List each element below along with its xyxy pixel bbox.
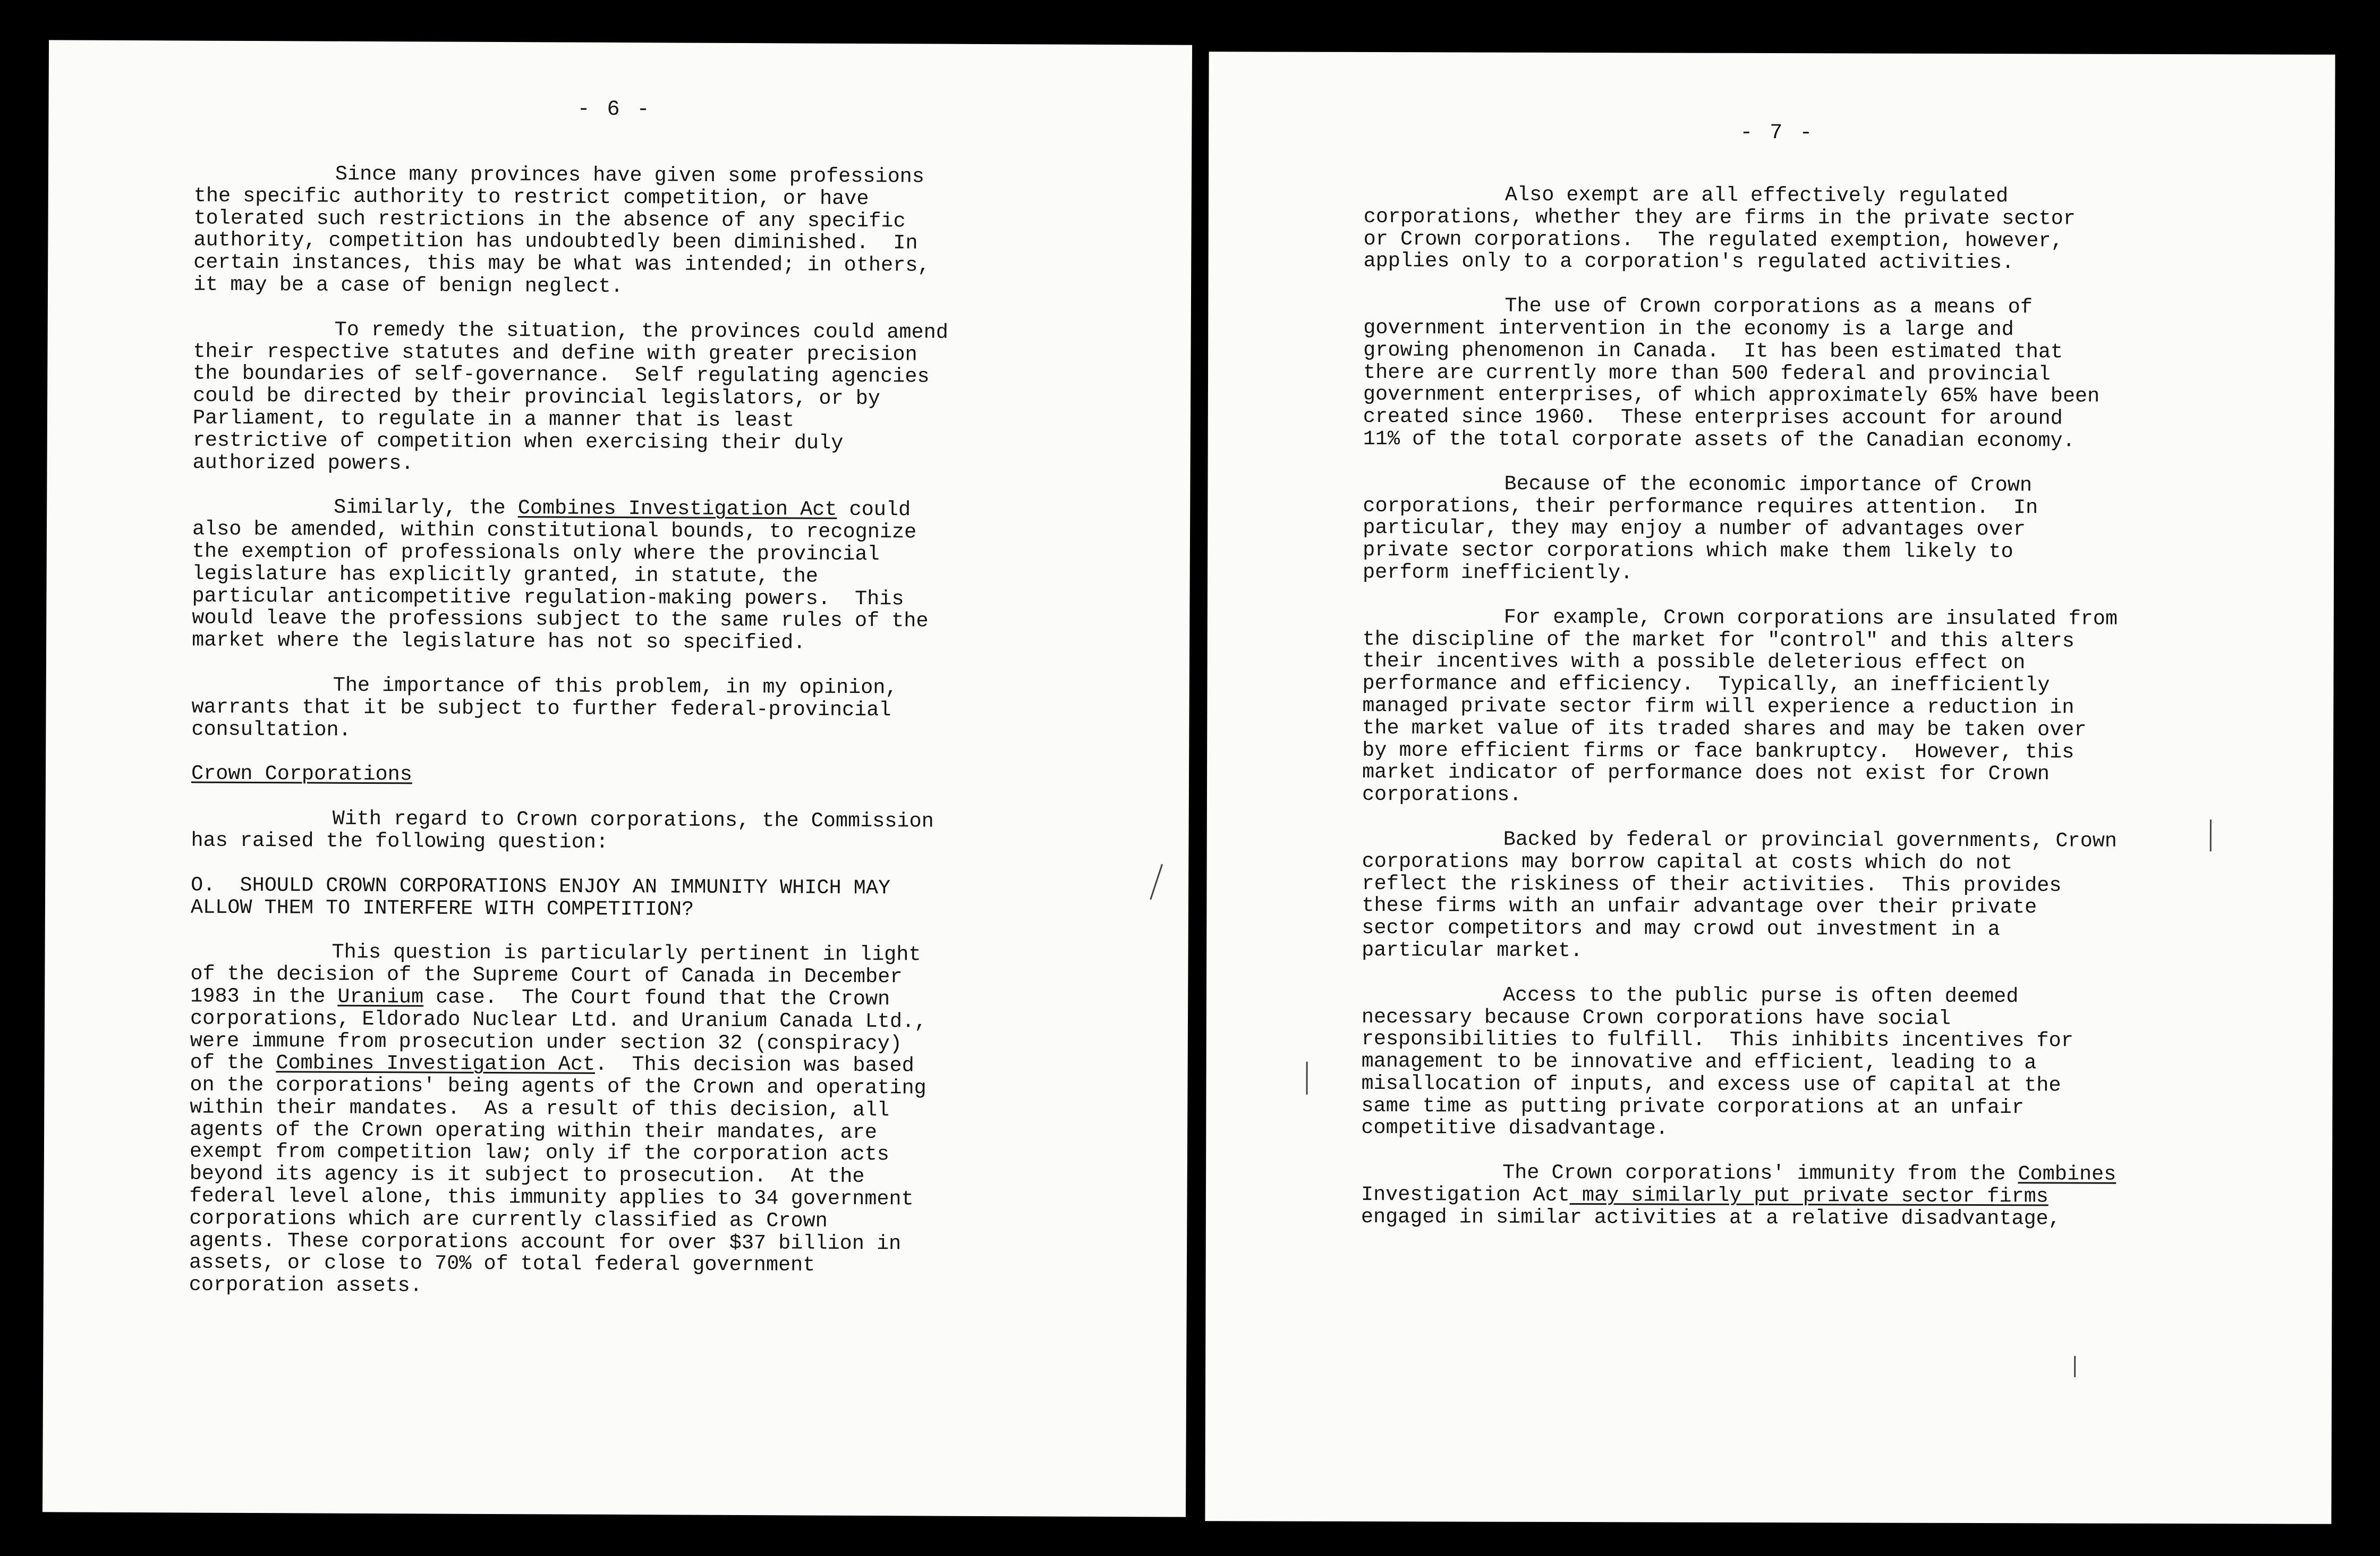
- text-line: the market value of its traded shares and may be taken over: [1362, 716, 2087, 742]
- text-line: corporations, whether they are firms in the private sector: [1363, 205, 2076, 231]
- text-line: restrictive of competition when exercising their duly: [192, 428, 844, 455]
- text-line: agents of the Crown operating within their mandates, are: [190, 1118, 878, 1144]
- paragraph-r3: [1363, 473, 2118, 586]
- text-line: Similarly, the Combines Investigation Act could: [334, 496, 911, 522]
- scan-mark: [1306, 1062, 1307, 1095]
- text-line: Since many provinces have given some professions: [335, 162, 925, 189]
- paragraph-r5: [1362, 828, 2117, 964]
- section-heading-text: Crown Corporations: [191, 762, 412, 787]
- text-line: necessary because Crown corporations have social: [1361, 1005, 1951, 1030]
- text-line: particular, they may enjoy a number of advantages over: [1363, 516, 2026, 542]
- text-line: competitive disadvantage.: [1361, 1116, 1668, 1140]
- underlined-title: Combines Investigation Act: [517, 496, 837, 522]
- text-line: the boundaries of self-governance. Self regulating agencies: [193, 361, 930, 388]
- text-line: Parliament, to regulate in a manner that is least: [192, 406, 795, 433]
- text-line: responsibilities to fulfill. This inhibits incentives for: [1361, 1027, 2073, 1053]
- paragraph-r1: [1364, 184, 2119, 275]
- text-line: government intervention in the economy is a large and: [1363, 316, 2014, 342]
- paragraph-p3: [192, 496, 947, 655]
- text-line: reflect the riskiness of their activities. This provides: [1362, 872, 2062, 897]
- text-line: were immune from prosecution under section 32 (conspiracy): [190, 1028, 902, 1055]
- section-heading: [191, 763, 946, 789]
- text-line: growing phenomenon in Canada. It has been estimated that: [1363, 338, 2063, 364]
- text-line: the specific authority to restrict competition, or have: [193, 184, 869, 210]
- text-line: corporations which are currently classified as Crown: [189, 1206, 828, 1233]
- underlined-title: may similarly put private sector firms: [1569, 1183, 2048, 1208]
- text-line: engaged in similar activities at a relative disadvantage,: [1361, 1205, 2061, 1231]
- text-line: private sector corporations which make them likely to: [1363, 538, 2013, 564]
- page-number-right: - 7 -: [1740, 121, 1815, 146]
- text-line: Investigation Act may similarly put private sector firms: [1361, 1183, 2048, 1208]
- scan-mark: [1150, 864, 1163, 900]
- scan-mark: [2074, 1356, 2076, 1377]
- text-line: For example, Crown corporations are insulated from: [1503, 605, 2118, 631]
- text-line: legislature has explicitly granted, in statute, the: [192, 562, 819, 588]
- left-page-text: [189, 163, 949, 1322]
- underlined-title: Combines: [2018, 1162, 2116, 1186]
- text-line: agents. These corporations account for over $37 billion in: [189, 1229, 902, 1256]
- text-line: tolerated such restrictions in the absence of any specific: [193, 206, 906, 233]
- text-line: Also exempt are all effectively regulated: [1504, 183, 2009, 208]
- text-line: particular market.: [1362, 938, 1583, 962]
- text-line: it may be a case of benign neglect.: [193, 273, 623, 299]
- text-line: their respective statutes and define with greater precision: [193, 340, 917, 367]
- text-line: or Crown corporations. The regulated exemption, however,: [1363, 227, 2063, 253]
- text-line: within their mandates. As a result of this decision, all: [190, 1095, 890, 1122]
- text-line: of the Combines Investigation Act. This decision was based: [190, 1051, 914, 1078]
- text-line: To remedy the situation, the provinces could amend: [334, 318, 948, 344]
- text-line: corporations, their performance requires attention. In: [1363, 494, 2038, 519]
- text-line: by more efficient firms or face bankruptcy. However, this: [1362, 738, 2075, 764]
- text-line: O. SHOULD CROWN CORPORATIONS ENJOY AN IMMUNITY WHICH MAY: [191, 873, 891, 900]
- text-line: management to be innovative and efficient, leading to a: [1361, 1050, 2037, 1075]
- text-line: would leave the professions subject to the same rules of the: [192, 606, 929, 633]
- text-line: Access to the public purse is often deemed: [1502, 983, 2019, 1008]
- paragraph-r7: [1361, 1162, 2116, 1230]
- text-line: on the corporations' being agents of the Crown and operating: [190, 1073, 926, 1100]
- text-line: misallocation of inputs, and excess use of capital at the: [1361, 1071, 2061, 1097]
- text-line: their incentives with a possible deleterious effect on: [1362, 649, 2026, 675]
- text-line: managed private sector firm will experience a reduction in: [1362, 694, 2075, 720]
- text-line: 11% of the total corporate assets of the Canadian economy.: [1363, 427, 2075, 453]
- text-line: Backed by federal or provincial governments, Crown: [1503, 827, 2118, 853]
- paragraph-p2: [192, 318, 948, 477]
- text-line: warrants that it be subject to further federal-provincial: [191, 695, 891, 722]
- text-line: could be directed by their provincial legislators, or by: [193, 384, 881, 411]
- paragraph-p1: [193, 163, 949, 300]
- right-page: [1205, 52, 2335, 1524]
- paragraph-p6: [189, 941, 946, 1300]
- page-number-left: - 6 -: [577, 97, 652, 122]
- text-line: sector competitors and may crowd out investment in a: [1362, 916, 2000, 942]
- text-line: there are currently more than 500 federal and provincial: [1363, 360, 2051, 386]
- text-line: corporations may borrow capital at costs which do not: [1362, 849, 2013, 875]
- paragraph-q: [191, 874, 946, 922]
- text-line: authority, competition has undoubtedly been diminished. In: [193, 228, 918, 255]
- text-line: corporations, Eldorado Nuclear Ltd. and Uranium Canada Ltd.,: [190, 1007, 927, 1034]
- text-line: market where the legislature has not so specified.: [192, 628, 806, 655]
- text-line: perform inefficiently.: [1363, 560, 1633, 585]
- text-line: market indicator of performance does not exist for Crown: [1362, 760, 2050, 786]
- paragraph-r4: [1362, 606, 2118, 808]
- text-line: government enterprises, of which approximately 65% have been: [1363, 383, 2100, 408]
- text-line: beyond its agency is it subject to prosecution. At the: [189, 1162, 865, 1189]
- text-line: particular anticompetitive regulation-making powers. This: [192, 584, 904, 611]
- paragraph-r6: [1361, 984, 2116, 1141]
- text-line: authorized powers.: [192, 451, 414, 475]
- right-page-text: [1361, 184, 2119, 1253]
- text-line: corporations.: [1362, 783, 1522, 807]
- text-line: exempt from competition law; only if the corporation acts: [189, 1139, 889, 1166]
- scan-mark: [2210, 819, 2212, 851]
- text-line: applies only to a corporation's regulated activities.: [1363, 249, 2014, 275]
- text-line: certain instances, this may be what was intended; in others,: [193, 250, 930, 277]
- text-line: also be amended, within constitutional bounds, to recognize: [192, 517, 917, 544]
- underlined-title: Uranium: [337, 985, 424, 1009]
- text-line: The importance of this problem, in my opinion,: [333, 673, 898, 700]
- text-line: corporation assets.: [189, 1273, 422, 1298]
- text-line: of the decision of the Supreme Court of Canada in December: [190, 962, 903, 989]
- left-page: [42, 40, 1192, 1517]
- text-line: performance and efficiency. Typically, an inefficiently: [1362, 672, 2050, 697]
- text-line: created since 1960. These enterprises account for around: [1363, 405, 2063, 430]
- text-line: The Crown corporations' immunity from the Combines: [1502, 1161, 2116, 1186]
- text-line: The use of Crown corporations as a means of: [1504, 294, 2033, 319]
- text-line: Because of the economic importance of Crown: [1504, 472, 2033, 497]
- paragraph-p4: [191, 674, 947, 744]
- text-line: consultation.: [191, 717, 351, 742]
- text-line: same time as putting private corporations at an unfair: [1361, 1094, 2025, 1119]
- text-line: assets, or close to 70% of total federal government: [189, 1250, 815, 1278]
- paragraph-p5: [191, 808, 946, 856]
- text-line: the discipline of the market for "control" and this alters: [1362, 627, 2075, 653]
- paragraph-r2: [1363, 295, 2119, 452]
- text-line: With regard to Crown corporations, the Commission: [332, 807, 934, 833]
- text-line: ALLOW THEM TO INTERFERE WITH COMPETITION?: [190, 895, 694, 921]
- text-line: federal level alone, this immunity applies to 34 government: [189, 1184, 914, 1211]
- text-line: these firms with an unfair advantage over their private: [1362, 894, 2037, 919]
- underlined-title: Combines Investigation Act: [276, 1051, 596, 1077]
- text-line: 1983 in the Uranium case. The Court found that the Crown: [190, 984, 890, 1011]
- text-line: the exemption of professionals only where the provincial: [192, 539, 880, 566]
- text-line: has raised the following question:: [191, 828, 609, 854]
- text-line: This question is particularly pertinent in light: [332, 940, 921, 967]
